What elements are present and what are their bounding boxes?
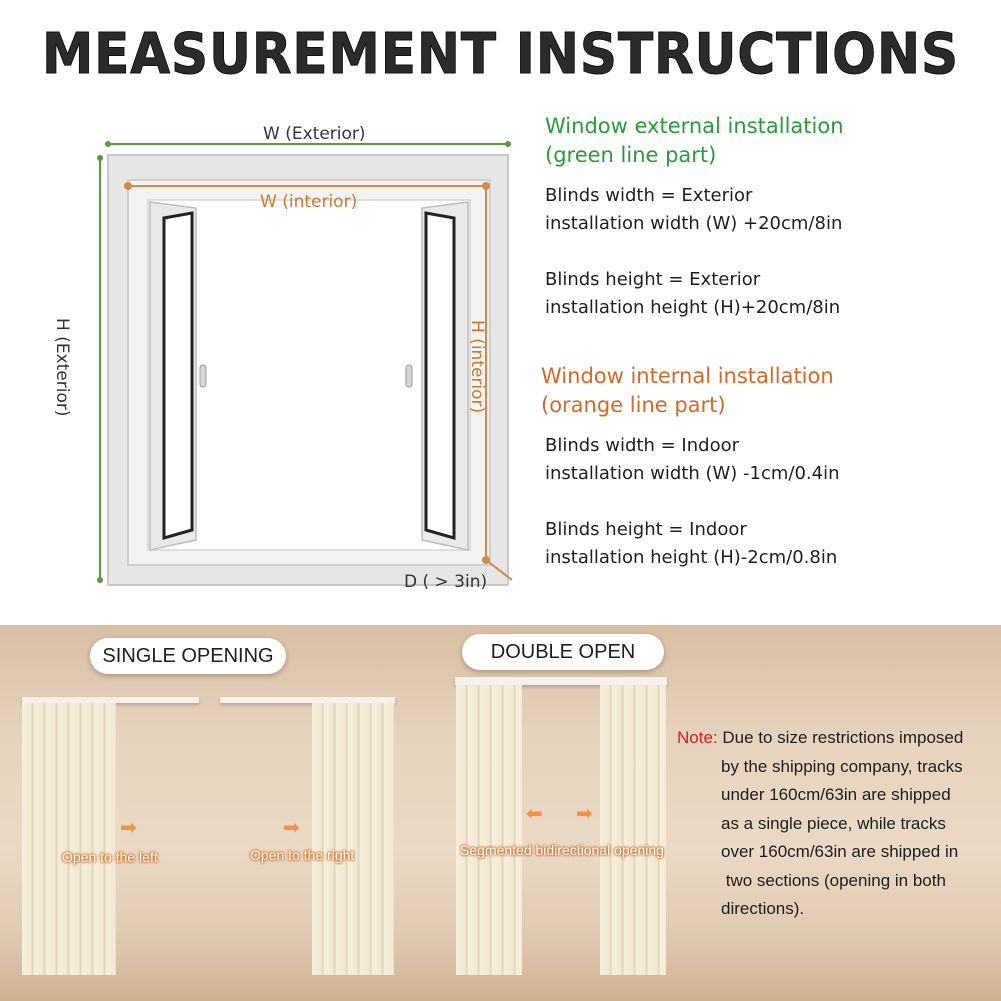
- open-right-caption: Open to the right: [250, 847, 355, 863]
- note-line4: as a single piece, while tracks: [721, 813, 946, 833]
- note-line7: directions).: [721, 899, 805, 918]
- arrow-right-icon: ➡: [283, 815, 300, 839]
- note-line2: by the shipping company, tracks: [721, 756, 963, 776]
- internal-width-line1: Blinds width = Indoor: [545, 435, 739, 456]
- external-width-line1: Blinds width = Exterior: [545, 185, 753, 206]
- w-exterior-label: W (Exterior): [263, 124, 366, 144]
- external-heading-line2: (green line part): [545, 143, 717, 167]
- internal-width-line2: installation width (W) -1cm/0.4in: [545, 463, 840, 484]
- external-installation: [545, 112, 990, 322]
- note-line3: under 160cm/63in are shipped: [721, 785, 951, 804]
- open-left-caption: Open to the left: [62, 849, 158, 865]
- external-height-line2: installation height (H)+20cm/8in: [545, 297, 841, 318]
- h-exterior-label: H (Exterior): [52, 318, 72, 417]
- double-open-label: DOUBLE OPEN: [462, 634, 664, 670]
- arrow-split-left-icon: ⬅: [526, 801, 543, 825]
- internal-heading-line1: Window internal installation: [541, 364, 834, 388]
- note-line5: over 160cm/63in are shipped in: [721, 842, 959, 861]
- internal-height-line1: Blinds height = Indoor: [545, 519, 747, 540]
- shipping-note: [677, 724, 997, 924]
- single-opening-label: SINGLE OPENING: [90, 638, 286, 674]
- segmented-caption: Segmented bidirectional opening: [460, 842, 664, 858]
- note-line1: Due to size restrictions imposed: [722, 728, 964, 747]
- arrow-left-icon: ➡: [120, 815, 137, 839]
- blinds-double-left: [456, 685, 522, 975]
- external-heading-line1: Window external installation: [545, 114, 844, 138]
- internal-installation: [541, 362, 991, 572]
- internal-height-line2: installation height (H)-2cm/0.8in: [545, 547, 838, 568]
- arrow-split-right-icon: ➡: [576, 801, 593, 825]
- external-width-line2: installation width (W) +20cm/8in: [545, 213, 843, 234]
- track-double: [455, 677, 667, 685]
- page-title: MEASUREMENT INSTRUCTIONS: [41, 22, 960, 87]
- w-interior-label: W (interior): [260, 192, 358, 212]
- external-height-line1: Blinds height = Exterior: [545, 269, 761, 290]
- note-line6: two sections (opening in both: [721, 870, 946, 890]
- blinds-left-group: [22, 703, 116, 975]
- blinds-right-group: [312, 703, 394, 975]
- blinds-illustration: [0, 625, 1001, 1001]
- note-label: Note:: [677, 728, 718, 747]
- h-interior-label: H (interior): [467, 320, 487, 414]
- depth-label: D ( > 3in): [404, 572, 488, 592]
- blinds-double-right: [600, 685, 666, 975]
- internal-heading-line2: (orange line part): [541, 393, 726, 417]
